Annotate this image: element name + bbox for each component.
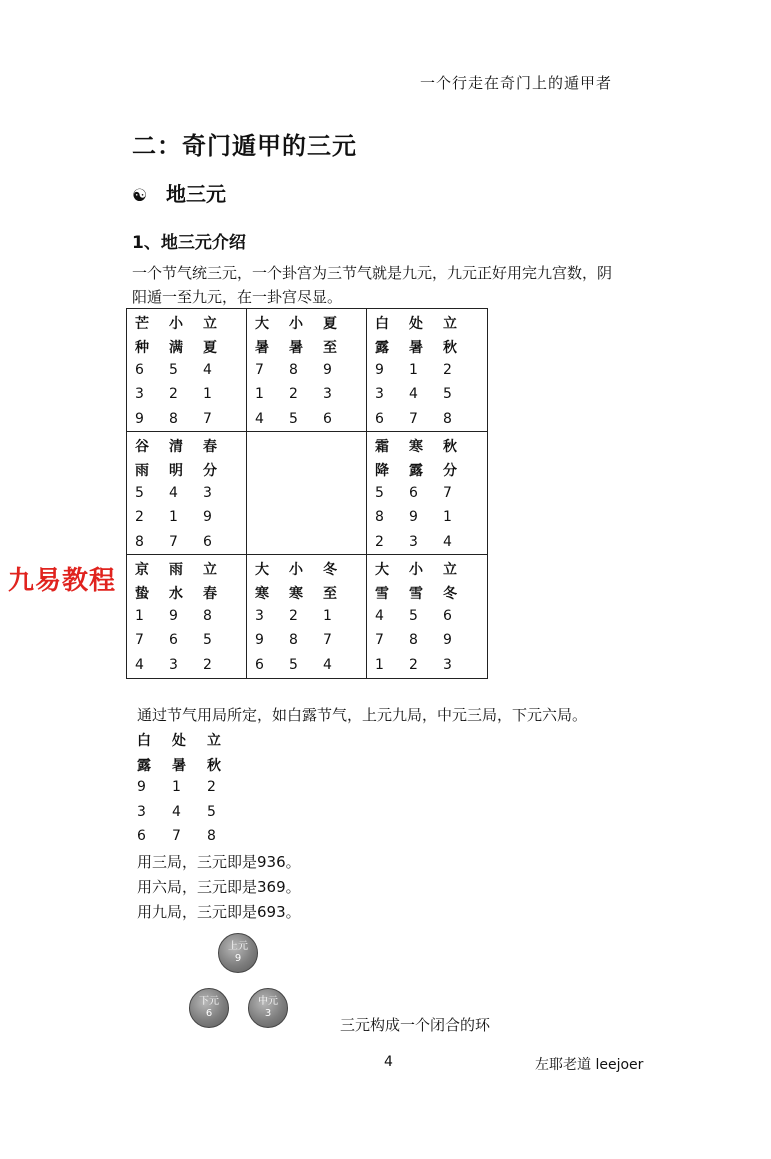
- bureau-number-row: [135, 657, 237, 681]
- bureau-number-row: [137, 804, 242, 828]
- solar-term-char: 处: [409, 316, 423, 332]
- bureau-number: 1: [323, 608, 332, 624]
- subsection-heading: [132, 178, 226, 207]
- bureau-number: 7: [323, 632, 332, 648]
- bureau-number-row: [135, 362, 237, 386]
- bureau-number: 5: [203, 632, 212, 648]
- solar-term-char: 夏: [323, 316, 337, 332]
- usage-line: 用三局，三元即是936。: [137, 853, 301, 871]
- solar-term-row: [135, 313, 237, 337]
- solar-term-char: 暑: [409, 340, 423, 356]
- bureau-number: 1: [255, 386, 264, 402]
- solar-term-char: 霜: [375, 439, 389, 455]
- solar-term-row: [255, 559, 357, 583]
- bureau-number: 5: [375, 485, 384, 501]
- bureau-number-row: [255, 608, 357, 632]
- bureau-number: 1: [443, 509, 452, 525]
- bureau-number: 2: [207, 779, 216, 795]
- solar-term-row: [375, 313, 477, 337]
- circle-label: 上元: [228, 941, 248, 952]
- bureau-number: 3: [255, 608, 264, 624]
- bureau-number: 6: [135, 362, 144, 378]
- bureau-number: 8: [207, 828, 216, 844]
- bureau-number-row: [255, 632, 357, 656]
- yin-yang-icon: ☯: [132, 186, 148, 206]
- bureau-number: 6: [137, 828, 146, 844]
- solar-term-char: 小: [169, 316, 183, 332]
- bureau-number: 5: [169, 362, 178, 378]
- solar-term-char: 寒: [409, 439, 423, 455]
- bureau-number-row: [375, 362, 477, 386]
- bureau-number: 1: [169, 509, 178, 525]
- bureau-number-row: [135, 485, 237, 509]
- solar-term-char: 立: [443, 316, 457, 332]
- solar-term-char: 冬: [443, 586, 457, 602]
- solar-term-row: [135, 559, 237, 583]
- bureau-number: 3: [169, 657, 178, 673]
- solar-term-char: 京: [135, 562, 149, 578]
- bureau-number: 9: [135, 411, 144, 427]
- bureau-number-row: [375, 608, 477, 632]
- solar-term-char: 芒: [135, 316, 149, 332]
- bureau-number: 9: [203, 509, 212, 525]
- example-intro: 通过节气用局所定，如白露节气，上元九局，中元三局，下元六局。: [137, 706, 588, 724]
- bureau-number: 6: [255, 657, 264, 673]
- bureau-number: 2: [443, 362, 452, 378]
- bureau-number-row: [375, 657, 477, 681]
- bureau-number: 7: [409, 411, 418, 427]
- bureau-number: 3: [135, 386, 144, 402]
- bureau-number: 8: [409, 632, 418, 648]
- bureau-number: 2: [375, 534, 384, 550]
- sub-heading: 1、地三元介绍: [132, 233, 246, 253]
- bureau-number-row: [255, 657, 357, 681]
- intro-line: 阳遁一至九元，在一卦宫尽显。: [132, 288, 343, 306]
- solar-term-char: 降: [375, 463, 389, 479]
- bureau-number: 8: [203, 608, 212, 624]
- bureau-number: 2: [203, 657, 212, 673]
- solar-term-char: 白: [137, 733, 151, 749]
- solar-term-row: [137, 730, 242, 754]
- cycle-circle-lower: [189, 988, 229, 1028]
- bureau-number-row: [375, 386, 477, 410]
- solar-term-char: 小: [289, 316, 303, 332]
- bureau-number: 8: [135, 534, 144, 550]
- solar-term-char: 至: [323, 586, 337, 602]
- bureau-number-row: [137, 828, 242, 852]
- solar-term-char: 雪: [409, 586, 423, 602]
- bureau-number: 4: [409, 386, 418, 402]
- bureau-number: 4: [323, 657, 332, 673]
- bureau-number: 4: [203, 362, 212, 378]
- bureau-number: 6: [323, 411, 332, 427]
- bureau-number: 4: [169, 485, 178, 501]
- solar-term-row: [135, 436, 237, 460]
- solar-term-char: 蛰: [135, 586, 149, 602]
- solar-term-char: 暑: [172, 757, 186, 774]
- solar-term-char: 种: [135, 340, 149, 356]
- solar-term-char: 立: [203, 316, 217, 332]
- bureau-number-row: [375, 632, 477, 656]
- solar-term-row: [375, 559, 477, 583]
- solar-term-row: [135, 460, 237, 484]
- solar-term-row: [375, 436, 477, 460]
- bureau-number: 2: [289, 386, 298, 402]
- solar-term-char: 分: [443, 463, 457, 479]
- circle-value: 3: [264, 1008, 272, 1019]
- solar-term-char: 小: [289, 562, 303, 578]
- solar-term-char: 暑: [255, 340, 269, 356]
- solar-term-char: 秋: [443, 439, 457, 455]
- author-credit: 左耶老道 leejoer: [535, 1057, 644, 1073]
- bureau-number: 2: [289, 608, 298, 624]
- bureau-number: 9: [375, 362, 384, 378]
- bureau-number: 7: [135, 632, 144, 648]
- bureau-number: 3: [375, 386, 384, 402]
- bureau-number-row: [375, 485, 477, 509]
- bureau-number: 1: [135, 608, 144, 624]
- watermark: 九易教程: [6, 560, 118, 597]
- palace-cell: [247, 555, 367, 678]
- solar-term-row: [255, 313, 357, 337]
- bureau-number: 9: [255, 632, 264, 648]
- usage-line: 用六局，三元即是369。: [137, 878, 301, 896]
- bureau-number: 8: [289, 362, 298, 378]
- bureau-number: 8: [443, 411, 452, 427]
- bureau-number: 4: [172, 803, 181, 820]
- bureau-number: 2: [135, 509, 144, 525]
- bureau-number: 6: [375, 411, 384, 427]
- solar-term-char: 春: [203, 439, 217, 455]
- bureau-number-row: [135, 386, 237, 410]
- solar-term-char: 秋: [443, 340, 457, 356]
- solar-term-char: 谷: [135, 439, 149, 455]
- solar-term-char: 雨: [169, 562, 183, 578]
- solar-term-char: 露: [137, 757, 151, 774]
- solar-term-char: 立: [443, 562, 457, 578]
- circle-value: 9: [234, 953, 242, 964]
- solar-term-char: 夏: [203, 340, 217, 356]
- page-number: 4: [384, 1054, 393, 1070]
- bureau-number-row: [135, 632, 237, 656]
- bureau-number-row: [135, 608, 237, 632]
- bureau-number: 7: [443, 485, 452, 501]
- bureau-number-row: [255, 386, 357, 410]
- circle-label: 下元: [199, 996, 219, 1007]
- solar-term-char: 大: [375, 562, 389, 578]
- bureau-number: 3: [137, 803, 146, 820]
- bureau-number: 4: [375, 608, 384, 624]
- palace-cell: [367, 432, 487, 555]
- bureau-number: 9: [409, 509, 418, 525]
- solar-term-row: [135, 583, 237, 607]
- bureau-number: 9: [443, 632, 452, 648]
- circle-label: 中元: [258, 996, 278, 1007]
- bureau-number: 5: [289, 657, 298, 673]
- solar-term-char: 雨: [135, 463, 149, 479]
- section-title: 二：奇门遁甲的三元: [132, 132, 357, 160]
- bureau-number: 6: [443, 608, 452, 624]
- bureau-number-row: [375, 509, 477, 533]
- palace-grid: [126, 308, 488, 679]
- solar-term-char: 小: [409, 562, 423, 578]
- solar-term-char: 大: [255, 562, 269, 578]
- circle-value: 6: [205, 1008, 213, 1019]
- bureau-number: 6: [169, 632, 178, 648]
- solar-term-char: 处: [172, 733, 186, 749]
- solar-term-char: 露: [409, 463, 423, 479]
- bureau-number: 3: [443, 657, 452, 673]
- palace-cell: [367, 309, 487, 432]
- palace-cell: [127, 555, 247, 678]
- bureau-number: 9: [169, 608, 178, 624]
- bureau-number-row: [135, 509, 237, 533]
- solar-term-char: 清: [169, 439, 183, 455]
- cycle-circle-upper: [218, 933, 258, 973]
- palace-cell: [127, 309, 247, 432]
- bureau-number: 7: [375, 632, 384, 648]
- solar-term-char: 雪: [375, 586, 389, 602]
- solar-term-row: [375, 460, 477, 484]
- solar-term-row: [135, 337, 237, 361]
- bureau-number: 4: [255, 411, 264, 427]
- palace-cell: [367, 555, 487, 678]
- bureau-number: 7: [203, 411, 212, 427]
- bureau-number: 5: [135, 485, 144, 501]
- bureau-number: 1: [172, 779, 181, 795]
- bureau-number: 4: [135, 657, 144, 673]
- solar-term-char: 白: [375, 316, 389, 332]
- bureau-number: 5: [207, 803, 216, 820]
- subsection-title: 地三元: [166, 182, 226, 206]
- bureau-number: 3: [409, 534, 418, 550]
- solar-term-char: 大: [255, 316, 269, 332]
- solar-term-char: 至: [323, 340, 337, 356]
- bureau-number: 4: [443, 534, 452, 550]
- solar-term-char: 秋: [207, 757, 221, 774]
- bureau-number: 7: [169, 534, 178, 550]
- palace-cell: [127, 432, 247, 555]
- bureau-number: 7: [255, 362, 264, 378]
- solar-term-row: [375, 337, 477, 361]
- solar-term-char: 露: [375, 340, 389, 356]
- solar-term-char: 水: [169, 586, 183, 602]
- bureau-number: 3: [323, 386, 332, 402]
- bureau-number: 5: [289, 411, 298, 427]
- solar-term-row: [137, 755, 242, 779]
- cycle-caption: 三元构成一个闭合的环: [340, 1016, 491, 1034]
- header-tagline: 一个行走在奇门上的遁甲者: [420, 74, 613, 92]
- solar-term-char: 立: [203, 562, 217, 578]
- solar-term-char: 寒: [255, 586, 269, 602]
- solar-term-char: 寒: [289, 586, 303, 602]
- solar-term-char: 暑: [289, 340, 303, 356]
- cycle-circle-middle: [248, 988, 288, 1028]
- bureau-number: 8: [289, 632, 298, 648]
- solar-term-char: 明: [169, 463, 183, 479]
- intro-line: 一个节气统三元，一个卦宫为三节气就是九元，九元正好用完九宫数，阴: [132, 264, 613, 282]
- bureau-number: 5: [409, 608, 418, 624]
- solar-term-char: 春: [203, 586, 217, 602]
- bureau-number: 8: [375, 509, 384, 525]
- bureau-number: 7: [172, 828, 181, 844]
- bureau-number: 5: [443, 386, 452, 402]
- bureau-number: 1: [375, 657, 384, 673]
- solar-term-row: [255, 583, 357, 607]
- bureau-number-row: [137, 779, 242, 803]
- usage-line: 用九局，三元即是693。: [137, 903, 301, 921]
- bureau-number: 6: [203, 534, 212, 550]
- palace-cell: [247, 309, 367, 432]
- solar-term-char: 冬: [323, 562, 337, 578]
- bureau-number: 1: [409, 362, 418, 378]
- solar-term-char: 分: [203, 463, 217, 479]
- bureau-number: 1: [203, 386, 212, 402]
- bureau-number: 9: [323, 362, 332, 378]
- bureau-number-row: [255, 362, 357, 386]
- bureau-number: 2: [169, 386, 178, 402]
- bureau-number: 6: [409, 485, 418, 501]
- solar-term-row: [255, 337, 357, 361]
- bureau-number: 2: [409, 657, 418, 673]
- solar-term-char: 满: [169, 340, 183, 356]
- bureau-number: 8: [169, 411, 178, 427]
- solar-term-char: 立: [207, 733, 221, 749]
- bureau-number: 9: [137, 779, 146, 795]
- intro-paragraph: [132, 261, 642, 309]
- palace-cell-center: [247, 432, 367, 555]
- solar-term-row: [375, 583, 477, 607]
- bureau-number: 3: [203, 485, 212, 501]
